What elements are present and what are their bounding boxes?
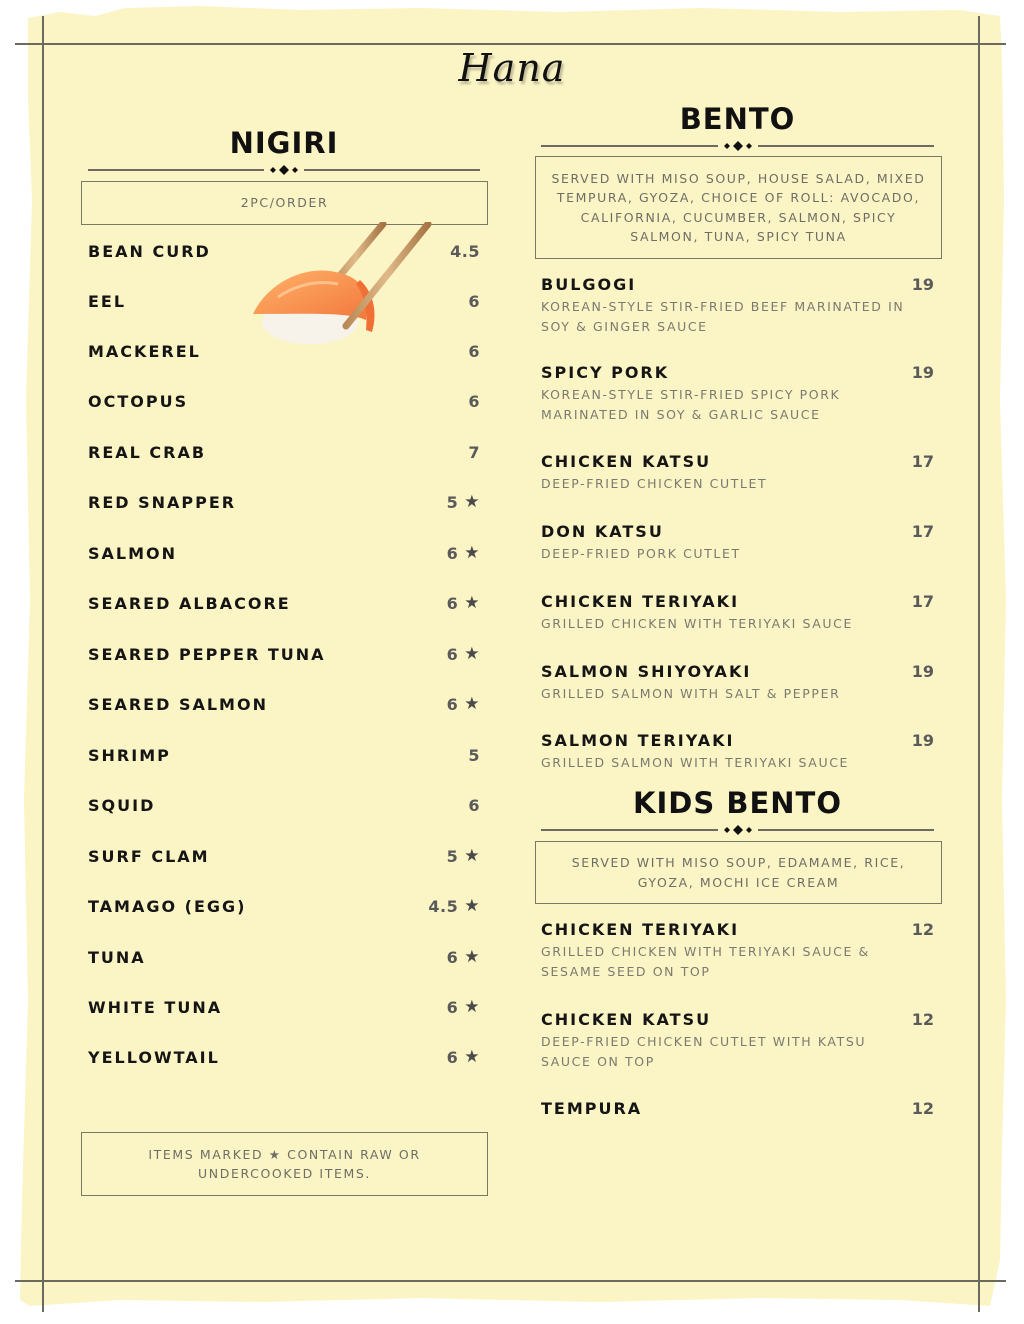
raw-star-icon: ★ (464, 492, 480, 512)
raw-star-icon: ★ (464, 694, 480, 714)
nigiri-item-name: SALMON (88, 543, 178, 563)
nigiri-item-name: TUNA (88, 947, 146, 967)
bento-item-header (541, 660, 934, 682)
nigiri-item-name: SURF CLAM (88, 846, 210, 866)
raw-star-icon: ★ (464, 997, 480, 1017)
nigiri-item-name: YELLOWTAIL (88, 1047, 220, 1067)
nigiri-item-price-group (447, 1047, 480, 1067)
raw-star-icon: ★ (464, 543, 480, 563)
nigiri-item-price-group (447, 543, 480, 563)
kids-bento-item (541, 1097, 934, 1119)
kids-bento-served-note (535, 841, 942, 904)
bento-served-note (535, 156, 942, 259)
kids-bento-item-name: CHICKEN KATSU (541, 1009, 712, 1029)
bento-item (541, 361, 934, 424)
nigiri-item (88, 441, 480, 463)
nigiri-item (88, 845, 480, 867)
kids-bento-item-price: 12 (911, 1098, 934, 1118)
nigiri-item-price-group (447, 644, 480, 664)
nigiri-item-price-group (447, 947, 480, 967)
bento-item-name: SALMON TERIYAKI (541, 730, 735, 750)
bento-item-header (541, 361, 934, 383)
nigiri-item-name: RED SNAPPER (88, 492, 237, 512)
bento-item-price: 19 (911, 730, 934, 750)
nigiri-item-name: SHRIMP (88, 745, 171, 765)
bento-item (541, 660, 934, 704)
bento-item-name: SALMON SHIYOYAKI (541, 661, 752, 681)
nigiri-item-price-group (447, 694, 480, 714)
nigiri-item-name: WHITE TUNA (88, 997, 223, 1017)
diamond-ornament-icon (718, 825, 758, 835)
nigiri-item-price: 4.5 (428, 896, 459, 916)
nigiri-item-price: 5 (446, 492, 459, 512)
frame-left-line (42, 16, 44, 1312)
nigiri-item-price: 5 (468, 745, 480, 765)
nigiri-item (88, 542, 480, 564)
nigiri-item (88, 1046, 480, 1068)
bento-item-header (541, 590, 934, 612)
raw-star-icon: ★ (464, 896, 480, 916)
bento-item-description: GRILLED SALMON WITH SALT & PEPPER (541, 686, 841, 701)
nigiri-item-price-group (447, 593, 480, 613)
nigiri-item-price: 6 (446, 694, 459, 714)
bento-item (541, 450, 934, 494)
kids-bento-item-header (541, 1008, 934, 1030)
bento-item-name: CHICKEN TERIYAKI (541, 591, 740, 611)
bento-item-description: DEEP-FRIED PORK CUTLET (541, 546, 741, 561)
bento-item-description: KOREAN-STYLE STIR-FRIED SPICY PORK MARINATED IN SOY & GARLIC SAUCE (541, 387, 841, 422)
nigiri-item-price-group (468, 443, 480, 462)
bento-item-description: GRILLED SALMON WITH TERIYAKI SAUCE (541, 755, 850, 770)
nigiri-item-price: 6 (446, 644, 459, 664)
restaurant-name: Hana (458, 46, 566, 90)
nigiri-item-price: 6 (468, 795, 480, 815)
bento-item-name: SPICY PORK (541, 362, 670, 382)
nigiri-item (88, 895, 480, 917)
bento-item-name: BULGOGI (541, 274, 637, 294)
nigiri-item-price: 6 (446, 543, 459, 563)
nigiri-item-price-group (468, 342, 480, 361)
bento-item-name: CHICKEN KATSU (541, 451, 712, 471)
kids-bento-item-name: TEMPURA (541, 1098, 643, 1118)
kids-bento-item-price: 12 (911, 1009, 934, 1029)
nigiri-item-price: 5 (446, 846, 459, 866)
bento-item-description: DEEP-FRIED CHICKEN CUTLET (541, 476, 768, 491)
kids-bento-heading: KIDS BENTO (633, 786, 842, 820)
nigiri-item (88, 643, 480, 665)
nigiri-item (88, 946, 480, 968)
nigiri-item-name: REAL CRAB (88, 442, 207, 462)
nigiri-item (88, 491, 480, 513)
nigiri-item-price-group (450, 242, 480, 261)
nigiri-item-price: 7 (468, 442, 480, 462)
frame-top-line (15, 43, 1006, 45)
bento-item-price: 19 (911, 362, 934, 382)
nigiri-item-price: 6 (468, 291, 480, 311)
bento-heading: BENTO (679, 102, 796, 136)
raw-star-icon: ★ (464, 1047, 480, 1067)
nigiri-item-price-group (468, 746, 480, 765)
bento-item (541, 729, 934, 773)
kids-bento-item-description: GRILLED CHICKEN WITH TERIYAKI SAUCE & SESAME SEED ON TOP (541, 944, 870, 979)
bento-item-description: GRILLED CHICKEN WITH TERIYAKI SAUCE (541, 616, 853, 631)
nigiri-item-price: 6 (446, 1047, 459, 1067)
bento-item-header (541, 729, 934, 751)
bento-item-description: KOREAN-STYLE STIR-FRIED BEEF MARINATED IN SOY & GINGER SAUCE (541, 299, 905, 334)
nigiri-item (88, 996, 480, 1018)
raw-items-footnote (81, 1132, 488, 1196)
nigiri-item-name: SEARED ALBACORE (88, 593, 291, 613)
nigiri-order-note (81, 181, 488, 225)
nigiri-item-name: MACKEREL (88, 341, 201, 361)
kids-bento-item-header (541, 918, 934, 940)
nigiri-item (88, 744, 480, 766)
kids-bento-item-description: DEEP-FRIED CHICKEN CUTLET WITH KATSU SAUCE ON TOP (541, 1034, 867, 1069)
nigiri-heading: NIGIRI (229, 126, 339, 160)
nigiri-item-name: OCTOPUS (88, 391, 189, 411)
kids-bento-item-price: 12 (911, 919, 934, 939)
kids-bento-item-header (541, 1097, 934, 1119)
nigiri-item-price-group (447, 492, 480, 512)
bento-item-price: 19 (911, 661, 934, 681)
bento-item-header (541, 520, 934, 542)
nigiri-item-price-group (468, 292, 480, 311)
diamond-ornament-icon (264, 165, 304, 175)
nigiri-item-price-group (447, 846, 480, 866)
raw-star-icon: ★ (464, 947, 480, 967)
nigiri-item-price: 4.5 (450, 241, 480, 261)
nigiri-item-price: 6 (468, 341, 480, 361)
nigiri-item-price-group (468, 392, 480, 411)
bento-item-header (541, 450, 934, 472)
nigiri-item (88, 340, 480, 362)
nigiri-item-price: 6 (446, 997, 459, 1017)
kids-bento-item-name: CHICKEN TERIYAKI (541, 919, 740, 939)
bento-item-header (541, 273, 934, 295)
bento-item (541, 273, 934, 336)
nigiri-item-name: SEARED PEPPER TUNA (88, 644, 326, 664)
bento-item-price: 17 (911, 591, 934, 611)
kids-bento-item (541, 1008, 934, 1071)
nigiri-item (88, 592, 480, 614)
kids-bento-item (541, 918, 934, 981)
diamond-ornament-icon (718, 141, 758, 151)
kids-bento-served-note-text: SERVED WITH MISO SOUP, EDAMAME, RICE, GYOZA, MOCHI ICE CREAM (571, 855, 906, 890)
bento-item-price: 19 (911, 274, 934, 294)
nigiri-item-name: SQUID (88, 795, 156, 815)
nigiri-item-price: 6 (446, 947, 459, 967)
nigiri-item-price-group (468, 796, 480, 815)
frame-bottom-line (15, 1280, 1006, 1282)
nigiri-item-price-group (428, 896, 480, 916)
nigiri-item-name: SEARED SALMON (88, 694, 268, 714)
nigiri-item-name: BEAN CURD (88, 241, 211, 261)
nigiri-item-price-group (447, 997, 480, 1017)
bento-item-price: 17 (911, 451, 934, 471)
nigiri-item-price: 6 (468, 391, 480, 411)
raw-star-icon: ★ (464, 846, 480, 866)
raw-star-icon: ★ (464, 593, 480, 613)
nigiri-item (88, 240, 480, 262)
nigiri-item (88, 290, 480, 312)
bento-served-note-text: SERVED WITH MISO SOUP, HOUSE SALAD, MIXED TEMPURA, GYOZA, CHOICE OF ROLL: AVOCADO, CALIFORNIA, CUCUMBER, SALMON, SPICY SALMON, TUNA, SPICY TUNA (551, 170, 926, 244)
bento-item-name: DON KATSU (541, 521, 664, 541)
frame-right-line (978, 16, 980, 1312)
bento-item (541, 520, 934, 564)
bento-item (541, 590, 934, 634)
nigiri-item (88, 693, 480, 715)
nigiri-item-name: EEL (88, 291, 127, 311)
nigiri-item-name: TAMAGO (EGG) (88, 896, 247, 916)
nigiri-item-price: 6 (446, 593, 459, 613)
raw-items-footnote-text: ITEMS MARKED ★ CONTAIN RAW OR UNDERCOOKED ITEMS. (148, 1146, 421, 1181)
nigiri-item (88, 794, 480, 816)
bento-item-price: 17 (911, 521, 934, 541)
nigiri-item (88, 390, 480, 412)
raw-star-icon: ★ (464, 644, 480, 664)
nigiri-order-note-text: 2PC/ORDER (240, 195, 329, 211)
